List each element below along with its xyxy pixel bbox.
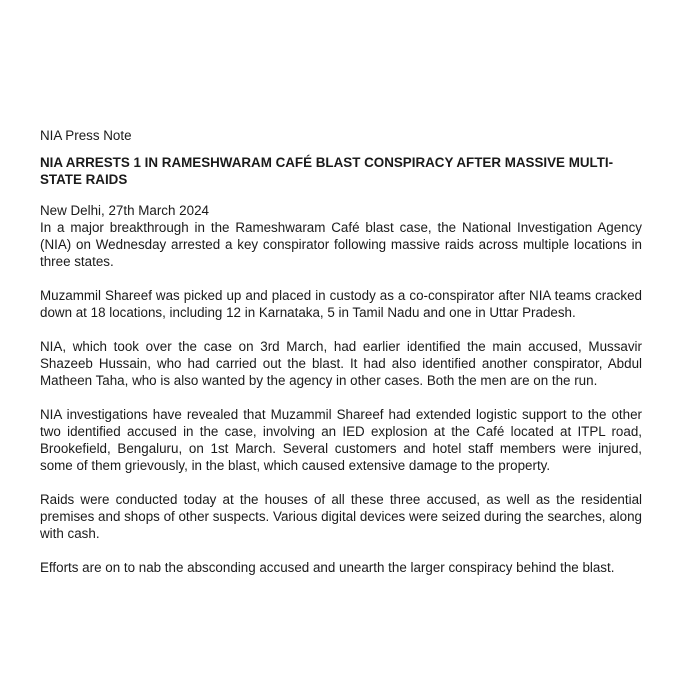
dateline: New Delhi, 27th March 2024 bbox=[40, 203, 209, 218]
press-note-document bbox=[40, 127, 642, 593]
paragraph-raids: Raids were conducted today at the houses of all these three accused, as well as the residential premises and shops of other suspects. Various digital devices were seized during the searches, along with cash. bbox=[40, 492, 642, 541]
paragraph-accused: NIA, which took over the case on 3rd March, had earlier identified the main accused, Mussavir Shazeeb Hussain, who had carried out the blast. It had also identified another conspirator, Abdul Matheen Taha, who is also wanted by the agency in other cases. Both the men are on the run. bbox=[40, 339, 642, 388]
document-label: NIA Press Note bbox=[40, 128, 132, 143]
paragraph-intro: In a major breakthrough in the Rameshwaram Café blast case, the National Investigation Agency (NIA) on Wednesday arrested a key conspirator following massive raids across multiple locations in three states. bbox=[40, 220, 642, 269]
paragraph-arrest: Muzammil Shareef was picked up and placed in custody as a co-conspirator after NIA teams cracked down at 18 locations, including 12 in Karnataka, 5 in Tamil Nadu and one in Uttar Pradesh. bbox=[40, 288, 642, 320]
headline: NIA ARRESTS 1 IN RAMESHWARAM CAFÉ BLAST CONSPIRACY AFTER MASSIVE MULTI-STATE RAIDS bbox=[40, 155, 614, 187]
paragraph-efforts: Efforts are on to nab the absconding accused and unearth the larger conspiracy behind the blast. bbox=[40, 560, 615, 575]
paragraph-investigation: NIA investigations have revealed that Muzammil Shareef had extended logistic support to the other two identified accused in the case, involving an IED explosion at the Café located at ITPL road, Brookefield, Bengaluru, on 1st March. Several customers and hotel staff members were injured, some of them grievously, in the blast, which caused extensive damage to the property. bbox=[40, 407, 642, 473]
